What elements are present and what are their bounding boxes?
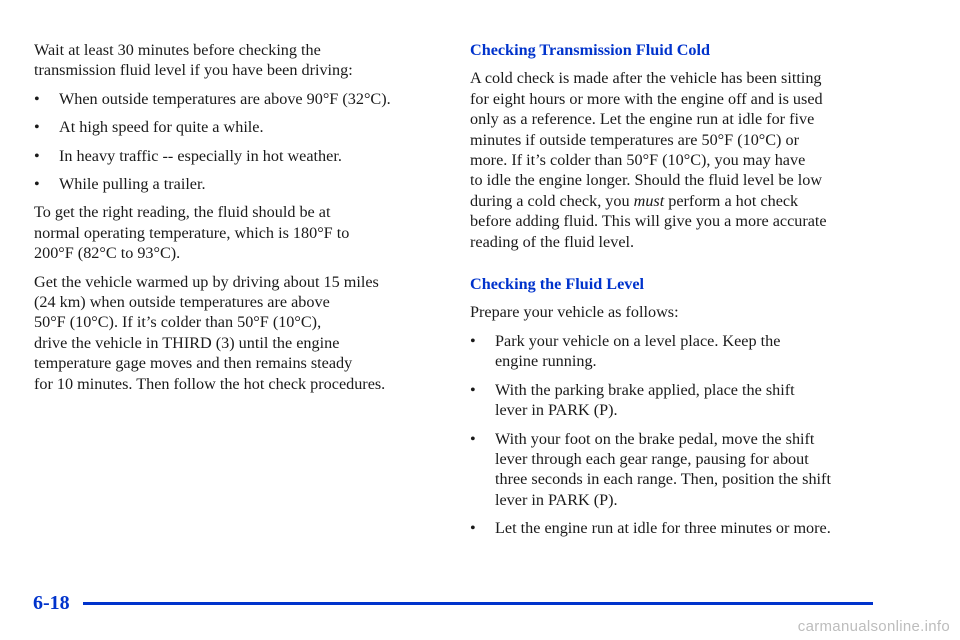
fluid-level-heading: Checking the Fluid Level <box>470 275 645 294</box>
bullet-icon: • <box>470 519 476 538</box>
list-item: • When outside temperatures are above 90°F (32°C). <box>34 89 391 108</box>
intro-paragraph: Wait at least 30 minutes before checking the transmission fluid level if you have been driving: <box>34 41 353 80</box>
page-number: 6-18 <box>33 592 70 614</box>
operating-temperature-paragraph: To get the right reading, the fluid should be at normal operating temperature, which is 180°F to 200°F (82°C to 93°C). <box>34 203 350 263</box>
list-item: • In heavy traffic -- especially in hot weather. <box>34 146 342 165</box>
warm-up-paragraph: Get the vehicle warmed up by driving about 15 miles (24 km) when outside temperatures are above 50°F (10°C). If it’s colder than 50°F (10°C), drive the vehicle in THIRD (3) until the engine temperature gage moves and then remains steady for 10 minutes. Then follow the hot check procedures. <box>34 272 386 393</box>
emphasis-must: must <box>633 191 665 210</box>
list-item: • With the parking brake applied, place the shift lever in PARK (P). <box>470 380 795 420</box>
list-item: • At high speed for quite a while. <box>34 118 264 137</box>
watermark: carmanualsonline.info <box>797 618 950 635</box>
preparation-steps-list <box>470 331 870 539</box>
prepare-paragraph: Prepare your vehicle as follows: <box>470 303 679 322</box>
footer-rule <box>83 602 873 605</box>
bullet-icon: • <box>470 429 476 448</box>
left-column <box>34 40 434 402</box>
list-item: • Let the engine run at idle for three minutes or more. <box>470 519 831 538</box>
list-item: • Park your vehicle on a level place. Keep the engine running. <box>470 331 781 371</box>
bullet-icon: • <box>34 146 40 165</box>
cold-check-heading: Checking Transmission Fluid Cold <box>470 41 711 59</box>
bullet-icon: • <box>34 89 40 108</box>
bullet-icon: • <box>470 380 476 399</box>
list-item: • With your foot on the brake pedal, move the shift lever through each gear range, pausing for about three seconds in each range. Then, position the shift lever in PARK (P). <box>470 429 831 509</box>
cold-check-paragraph: A cold check is made after the vehicle has been sitting for eight hours or more with the engine off and is used only as a reference. Let the engine run at idle for five minutes if outside temperatures are 50°F (10°C) or more. If it’s colder than 50°F (10°C), you may have to idle the engine longer. Should the fluid level be low during a cold check, you must perform a hot check before adding fluid. This will give you a more accurate reading of the fluid level. <box>470 69 827 251</box>
list-item: • While pulling a trailer. <box>34 175 206 194</box>
right-column <box>470 40 870 547</box>
bullet-icon: • <box>34 118 40 137</box>
driving-conditions-list <box>34 89 434 195</box>
bullet-icon: • <box>34 175 40 194</box>
bullet-icon: • <box>470 331 476 350</box>
